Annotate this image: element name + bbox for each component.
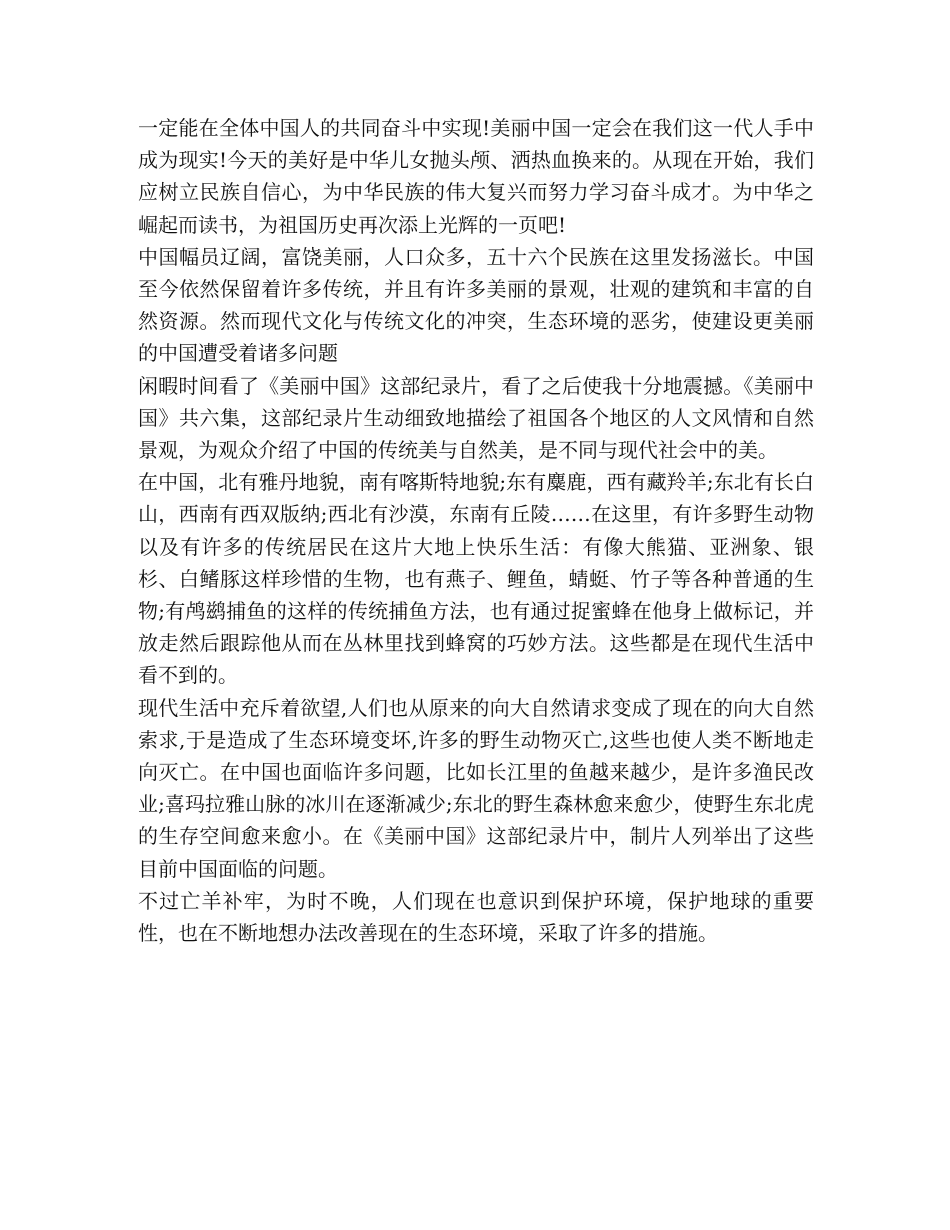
paragraph-1: 一定能在全体中国人的共同奋斗中实现!美丽中国一定会在我们这一代人手中成为现实!今天的美好是中华儿女抛头颅、洒热血换来的。从现在开始，我们应树立民族自信心，为中华民族的伟大复兴而努力学习奋斗成才。为中华之崛起而读书，为祖国历史再次添上光辉的一页吧! (138, 116, 814, 237)
paragraph-6: 不过亡羊补牢，为时不晚，人们现在也意识到保护环境，保护地球的重要性，也在不断地想办法改善现在的生态环境，采取了许多的措施。 (138, 888, 814, 946)
document-page (138, 112, 814, 949)
paragraph-3: 闲暇时间看了《美丽中国》这部纪录片，看了之后使我十分地震撼。《美丽中国》共六集，这部纪录片生动细致地描绘了祖国各个地区的人文风情和自然景观，为观众介绍了中国的传统美与自然美，是不同与现代社会中的美。 (138, 373, 814, 463)
paragraph-4: 在中国，北有雅丹地貌，南有喀斯特地貌;东有麋鹿，西有藏羚羊;东北有长白山，西南有西双版纳;西北有沙漠，东南有丘陵……在这里，有许多野生动物以及有许多的传统居民在这片大地上快乐生活：有像大熊猫、亚洲象、银杉、白鳍豚这样珍惜的生物，也有燕子、鲤鱼，蜻蜓、竹子等各种普通的生物;有鸬鹚捕鱼的这样的传统捕鱼方法，也有通过捉蜜蜂在他身上做标记，并放走然后跟踪他从而在丛林里找到蜂窝的巧妙方法。这些都是在现代生活中看不到的。 (138, 470, 814, 688)
paragraph-2: 中国幅员辽阔，富饶美丽，人口众多，五十六个民族在这里发扬滋长。中国至今依然保留着许多传统，并且有许多美丽的景观，壮观的建筑和丰富的自然资源。然而现代文化与传统文化的冲突，生态环境的恶劣，使建设更美丽的中国遭受着诸多问题 (138, 244, 814, 366)
paragraph-5: 现代生活中充斥着欲望,人们也从原来的向大自然请求变成了现在的向大自然索求,于是造成了生态环境变坏,许多的野生动物灭亡,这些也使人类不断地走向灭亡。在中国也面临许多问题，比如长江里的鱼越来越少，是许多渔民改业;喜玛拉雅山脉的冰川在逐渐减少;东北的野生森林愈来愈少，使野生东北虎的生存空间愈来愈小。在《美丽中国》这部纪录片中，制片人列举出了这些目前中国面临的问题。 (138, 695, 814, 881)
